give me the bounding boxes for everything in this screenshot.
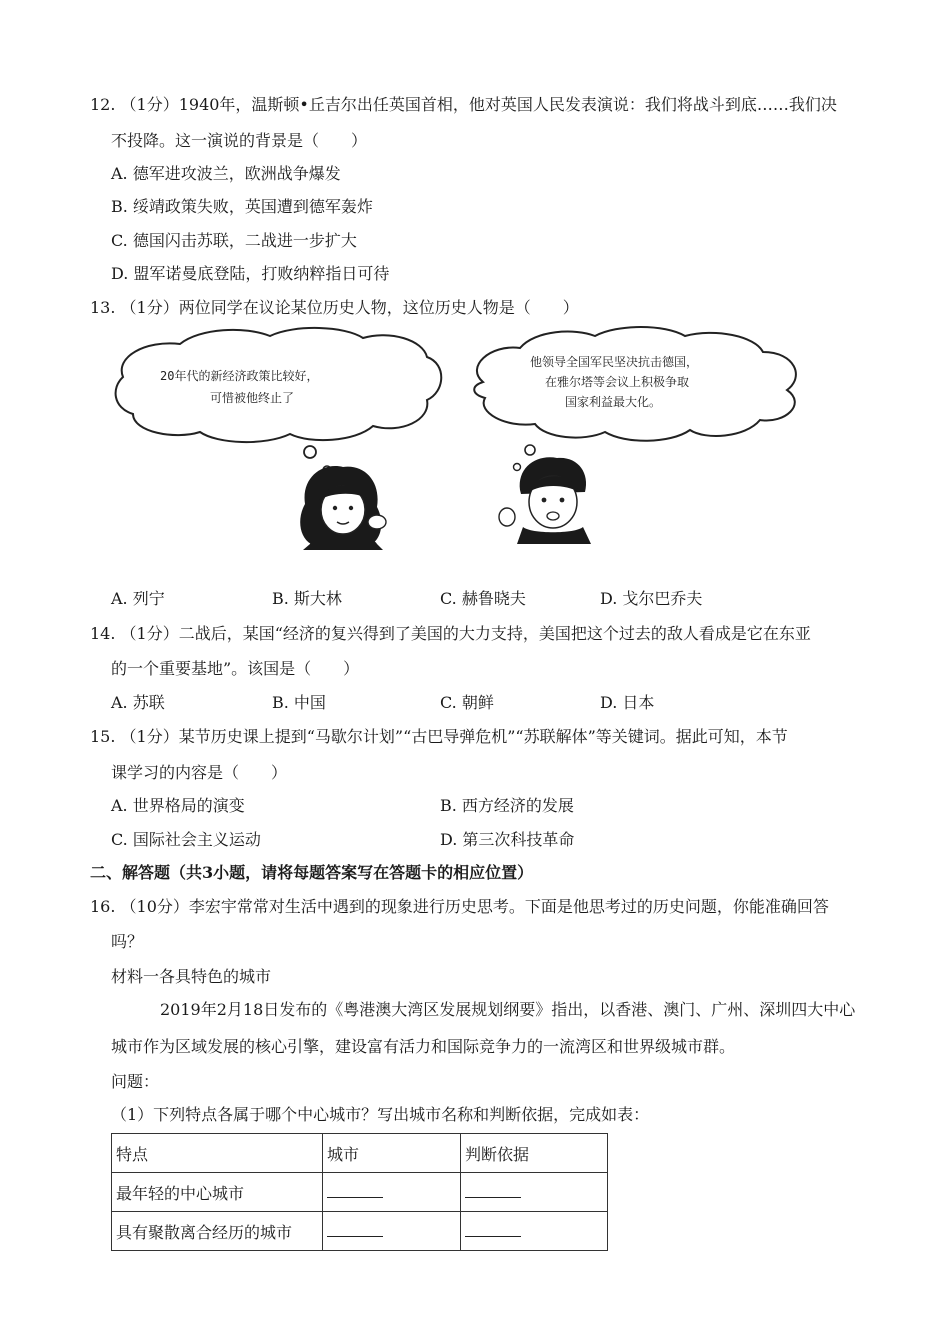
material-paragraph: 2019年2月18日发布的《粤港澳大湾区发展规划纲要》指出，以香港、澳门、广州、深圳四大中心	[160, 1000, 856, 1019]
q14-stem: 14. （1分）二战后，某国“经济的复兴得到了美国的大力支持，美国把这个过去的敌人看成是它在东亚	[90, 624, 811, 643]
table-row	[112, 1212, 608, 1251]
q12-stem-cont: 不投降。这一演说的背景是（ ）	[111, 131, 368, 150]
row-feature: 最年轻的中心城市	[112, 1173, 323, 1212]
header-feature: 特点	[112, 1134, 323, 1173]
q14-option-d: D. 日本	[600, 693, 655, 712]
header-city: 城市	[323, 1134, 461, 1173]
q14-stem-cont: 的一个重要基地”。该国是（ ）	[111, 659, 360, 678]
q16-stem-cont: 吗？	[111, 932, 144, 951]
q15-stem: 15. （1分）某节历史课上提到“马歇尔计划”“古巴导弹危机”“苏联解体”等关键词。据此可知，本节	[90, 727, 788, 746]
table-row	[112, 1173, 608, 1212]
material-paragraph-cont: 城市作为区域发展的核心引擎，建设富有活力和国际竞争力的一流湾区和世界级城市群。	[111, 1037, 736, 1056]
q12-option-b: B. 绥靖政策失败，英国遭到德军轰炸	[111, 197, 373, 216]
q15-stem-cont: 课学习的内容是（ ）	[111, 763, 288, 782]
q15-option-a: A. 世界格局的演变	[111, 796, 245, 815]
left-thought-bubble	[116, 328, 442, 442]
sub-question-1: （1）下列特点各属于哪个中心城市？写出城市名称和判断依据，完成如表：	[111, 1105, 650, 1124]
q14-option-c: C. 朝鲜	[440, 693, 494, 712]
girl-student-figure	[300, 466, 386, 550]
q12-option-d: D. 盟军诺曼底登陆，打败纳粹指日可待	[111, 264, 390, 283]
q12-option-c: C. 德国闪击苏联，二战进一步扩大	[111, 231, 357, 250]
right-bubble-line3: 国家利益最大化。	[565, 395, 662, 409]
q13-option-b: B. 斯大林	[272, 589, 342, 608]
q12-stem: 12. （1分）1940年，温斯顿•丘吉尔出任英国首相，他对英国人民发表演说：我们将战斗到底……我们决	[90, 95, 837, 114]
q15-option-c: C. 国际社会主义运动	[111, 830, 261, 849]
q13-stem: 13. （1分）两位同学在议论某位历史人物，这位历史人物是（ ）	[90, 298, 579, 317]
left-bubble-line1: 20年代的新经济政策比较好，	[160, 369, 319, 383]
q16-stem: 16. （10分）李宏宇常常对生活中遇到的现象进行历史思考。下面是他思考过的历史问题，你能准确回答	[90, 897, 829, 916]
q12-option-a: A. 德军进攻波兰，欧洲战争爆发	[111, 164, 341, 183]
q13-option-a: A. 列宁	[111, 589, 165, 608]
q14-option-a: A. 苏联	[111, 693, 165, 712]
basis-blank[interactable]	[461, 1212, 608, 1251]
right-bubble-line2: 在雅尔塔等会议上积极争取	[545, 375, 690, 389]
basis-blank[interactable]	[461, 1173, 608, 1212]
q13-option-d: D. 戈尔巴乔夫	[600, 589, 703, 608]
section-heading: 二、解答题（共3小题，请将每题答案写在答题卡的相应位置）	[90, 863, 534, 882]
q15-option-d: D. 第三次科技革命	[440, 830, 575, 849]
q14-option-b: B. 中国	[272, 693, 326, 712]
left-bubble-line2: 可惜被他终止了	[210, 391, 295, 405]
header-basis: 判断依据	[461, 1134, 608, 1173]
table-header-row	[112, 1134, 608, 1173]
row-feature: 具有聚散离合经历的城市	[112, 1212, 323, 1251]
q15-option-b: B. 西方经济的发展	[440, 796, 574, 815]
city-blank[interactable]	[323, 1173, 461, 1212]
question-label: 问题：	[111, 1072, 160, 1091]
city-blank[interactable]	[323, 1212, 461, 1251]
q13-option-c: C. 赫鲁晓夫	[440, 589, 526, 608]
right-bubble-line1: 他领导全国军民坚决抗击德国，	[530, 355, 699, 369]
material-title: 材料一各具特色的城市	[111, 967, 272, 986]
answer-table	[111, 1133, 608, 1251]
boy-student-figure	[499, 457, 591, 544]
q13-cartoon	[105, 322, 845, 567]
